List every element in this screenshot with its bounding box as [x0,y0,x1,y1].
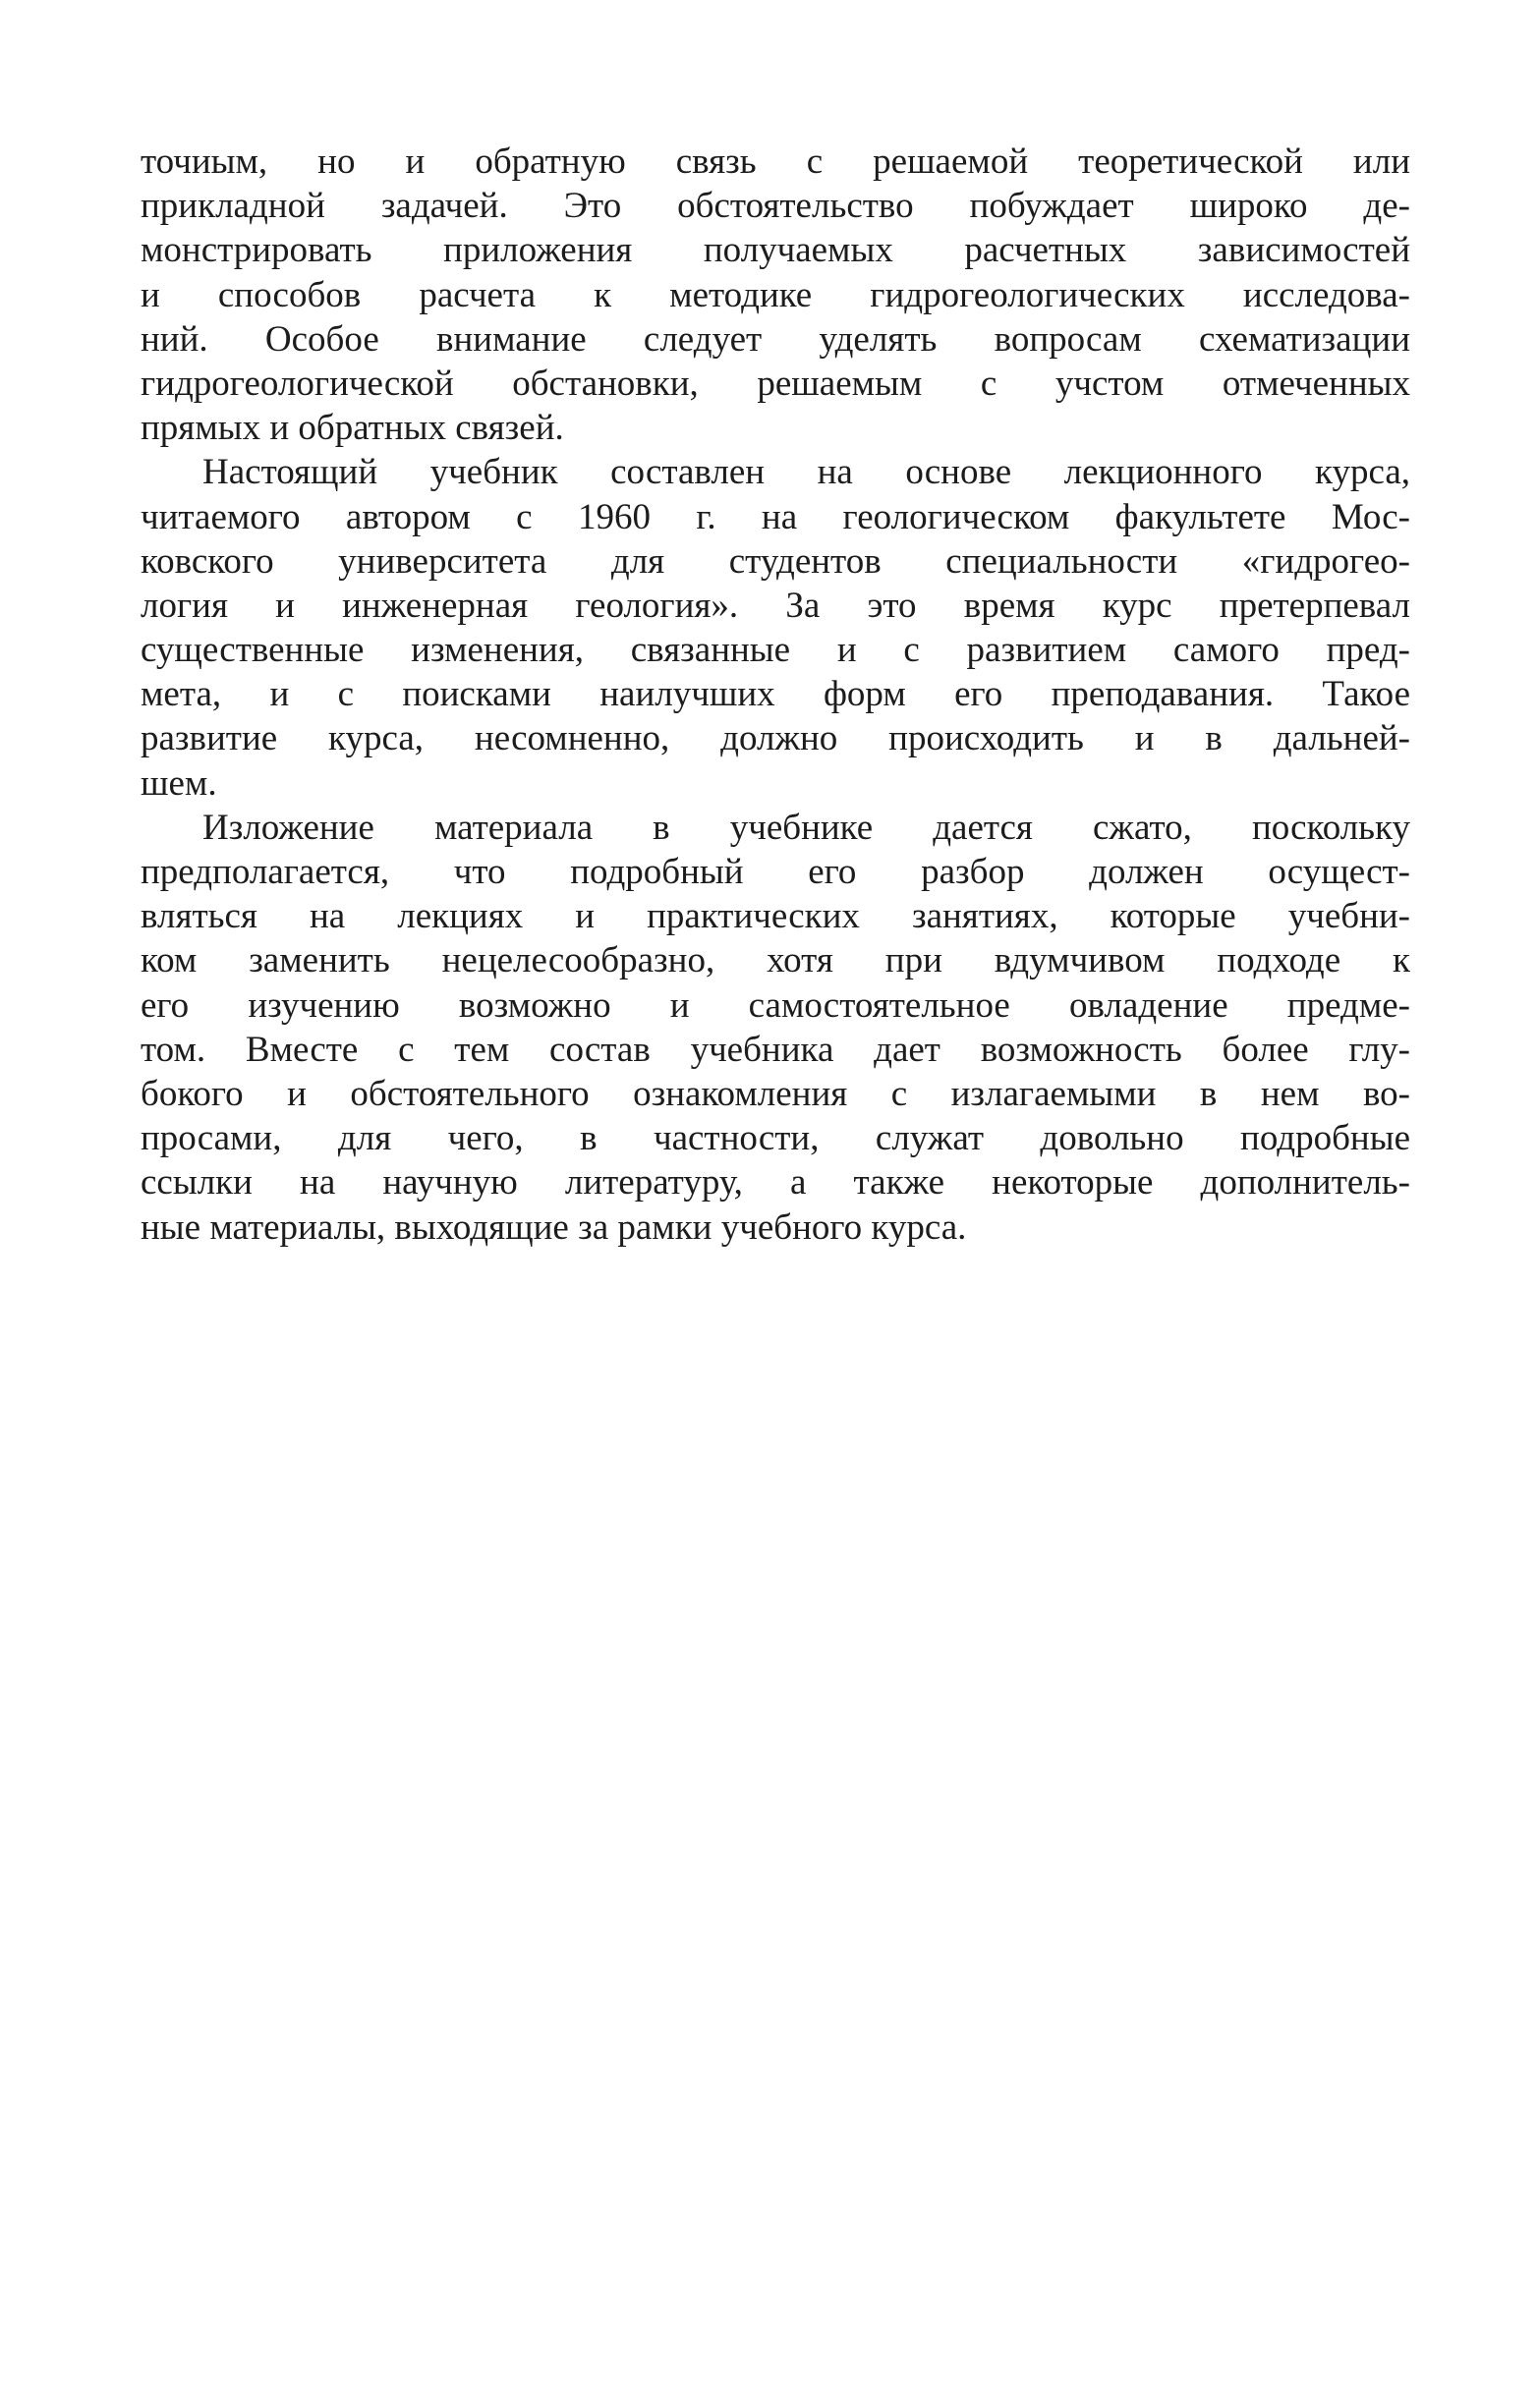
text-line: просами, для чего, в частности, служат довольно подробные [141,1118,1410,1159]
text-line: ний. Особое внимание следует уделять вопросам схематизации [141,318,1410,360]
text-line: монстрировать приложения получаемых расчетных зависимостей [141,230,1410,271]
text-line: его изучению возможно и самостоятельное овладение предме- [141,984,1410,1026]
text-line: ные материалы, выходящие за рамки учебного курса. [141,1206,967,1248]
text-line: том. Вместе с тем состав учебника дает возможность более глу- [141,1029,1410,1070]
text-line: вляться на лекциях и практических занятиях, которые учебни- [141,896,1410,937]
text-line: логия и инженерная геология». За это время курс претерпевал [141,585,1410,626]
body-text [141,140,1410,1250]
text-line: ком заменить нецелесообразно, хотя при вдумчивом подходе к [141,940,1410,981]
text-line: предполагается, что подробный его разбор должен осущест- [141,852,1410,892]
text-line: точиым, но и обратную связь с решаемой теоретической или [141,141,1410,182]
text-line: ссылки на научную литературу, а также некоторые дополнитель- [141,1162,1410,1204]
text-line: прикладной задачей. Это обстоятельство побуждает широко де- [141,186,1410,227]
text-line: Изложение материала в учебнике дается сжато, поскольку [202,807,1410,848]
text-line: шем. [141,762,217,804]
text-line: Настоящий учебник составлен на основе лекционного курса, [202,452,1410,493]
text-line: прямых и обратных связей. [141,408,564,449]
text-line: гидрогеологической обстановки, решаемым с учстом отмеченных [141,363,1410,404]
text-line: развитие курса, несомненно, должно происходить и в дальней- [141,718,1410,759]
paragraph-3 [141,806,1410,1250]
paragraph-1 [141,140,1410,450]
text-line: бокого и обстоятельного ознакомления с излагаемыми в нем во- [141,1073,1410,1114]
text-line: мета, и с поисками наилучших форм его преподавания. Такое [141,674,1410,715]
text-line: существенные изменения, связанные и с развитием самого пред- [141,630,1410,671]
text-line: и способов расчета к методике гидрогеологических исследова- [141,274,1410,315]
paragraph-2 [141,450,1410,806]
text-line: ковского университета для студентов специальности «гидрогео- [141,540,1410,582]
text-line: читаемого автором с 1960 г. на геологическом факультете Мос- [141,496,1410,537]
